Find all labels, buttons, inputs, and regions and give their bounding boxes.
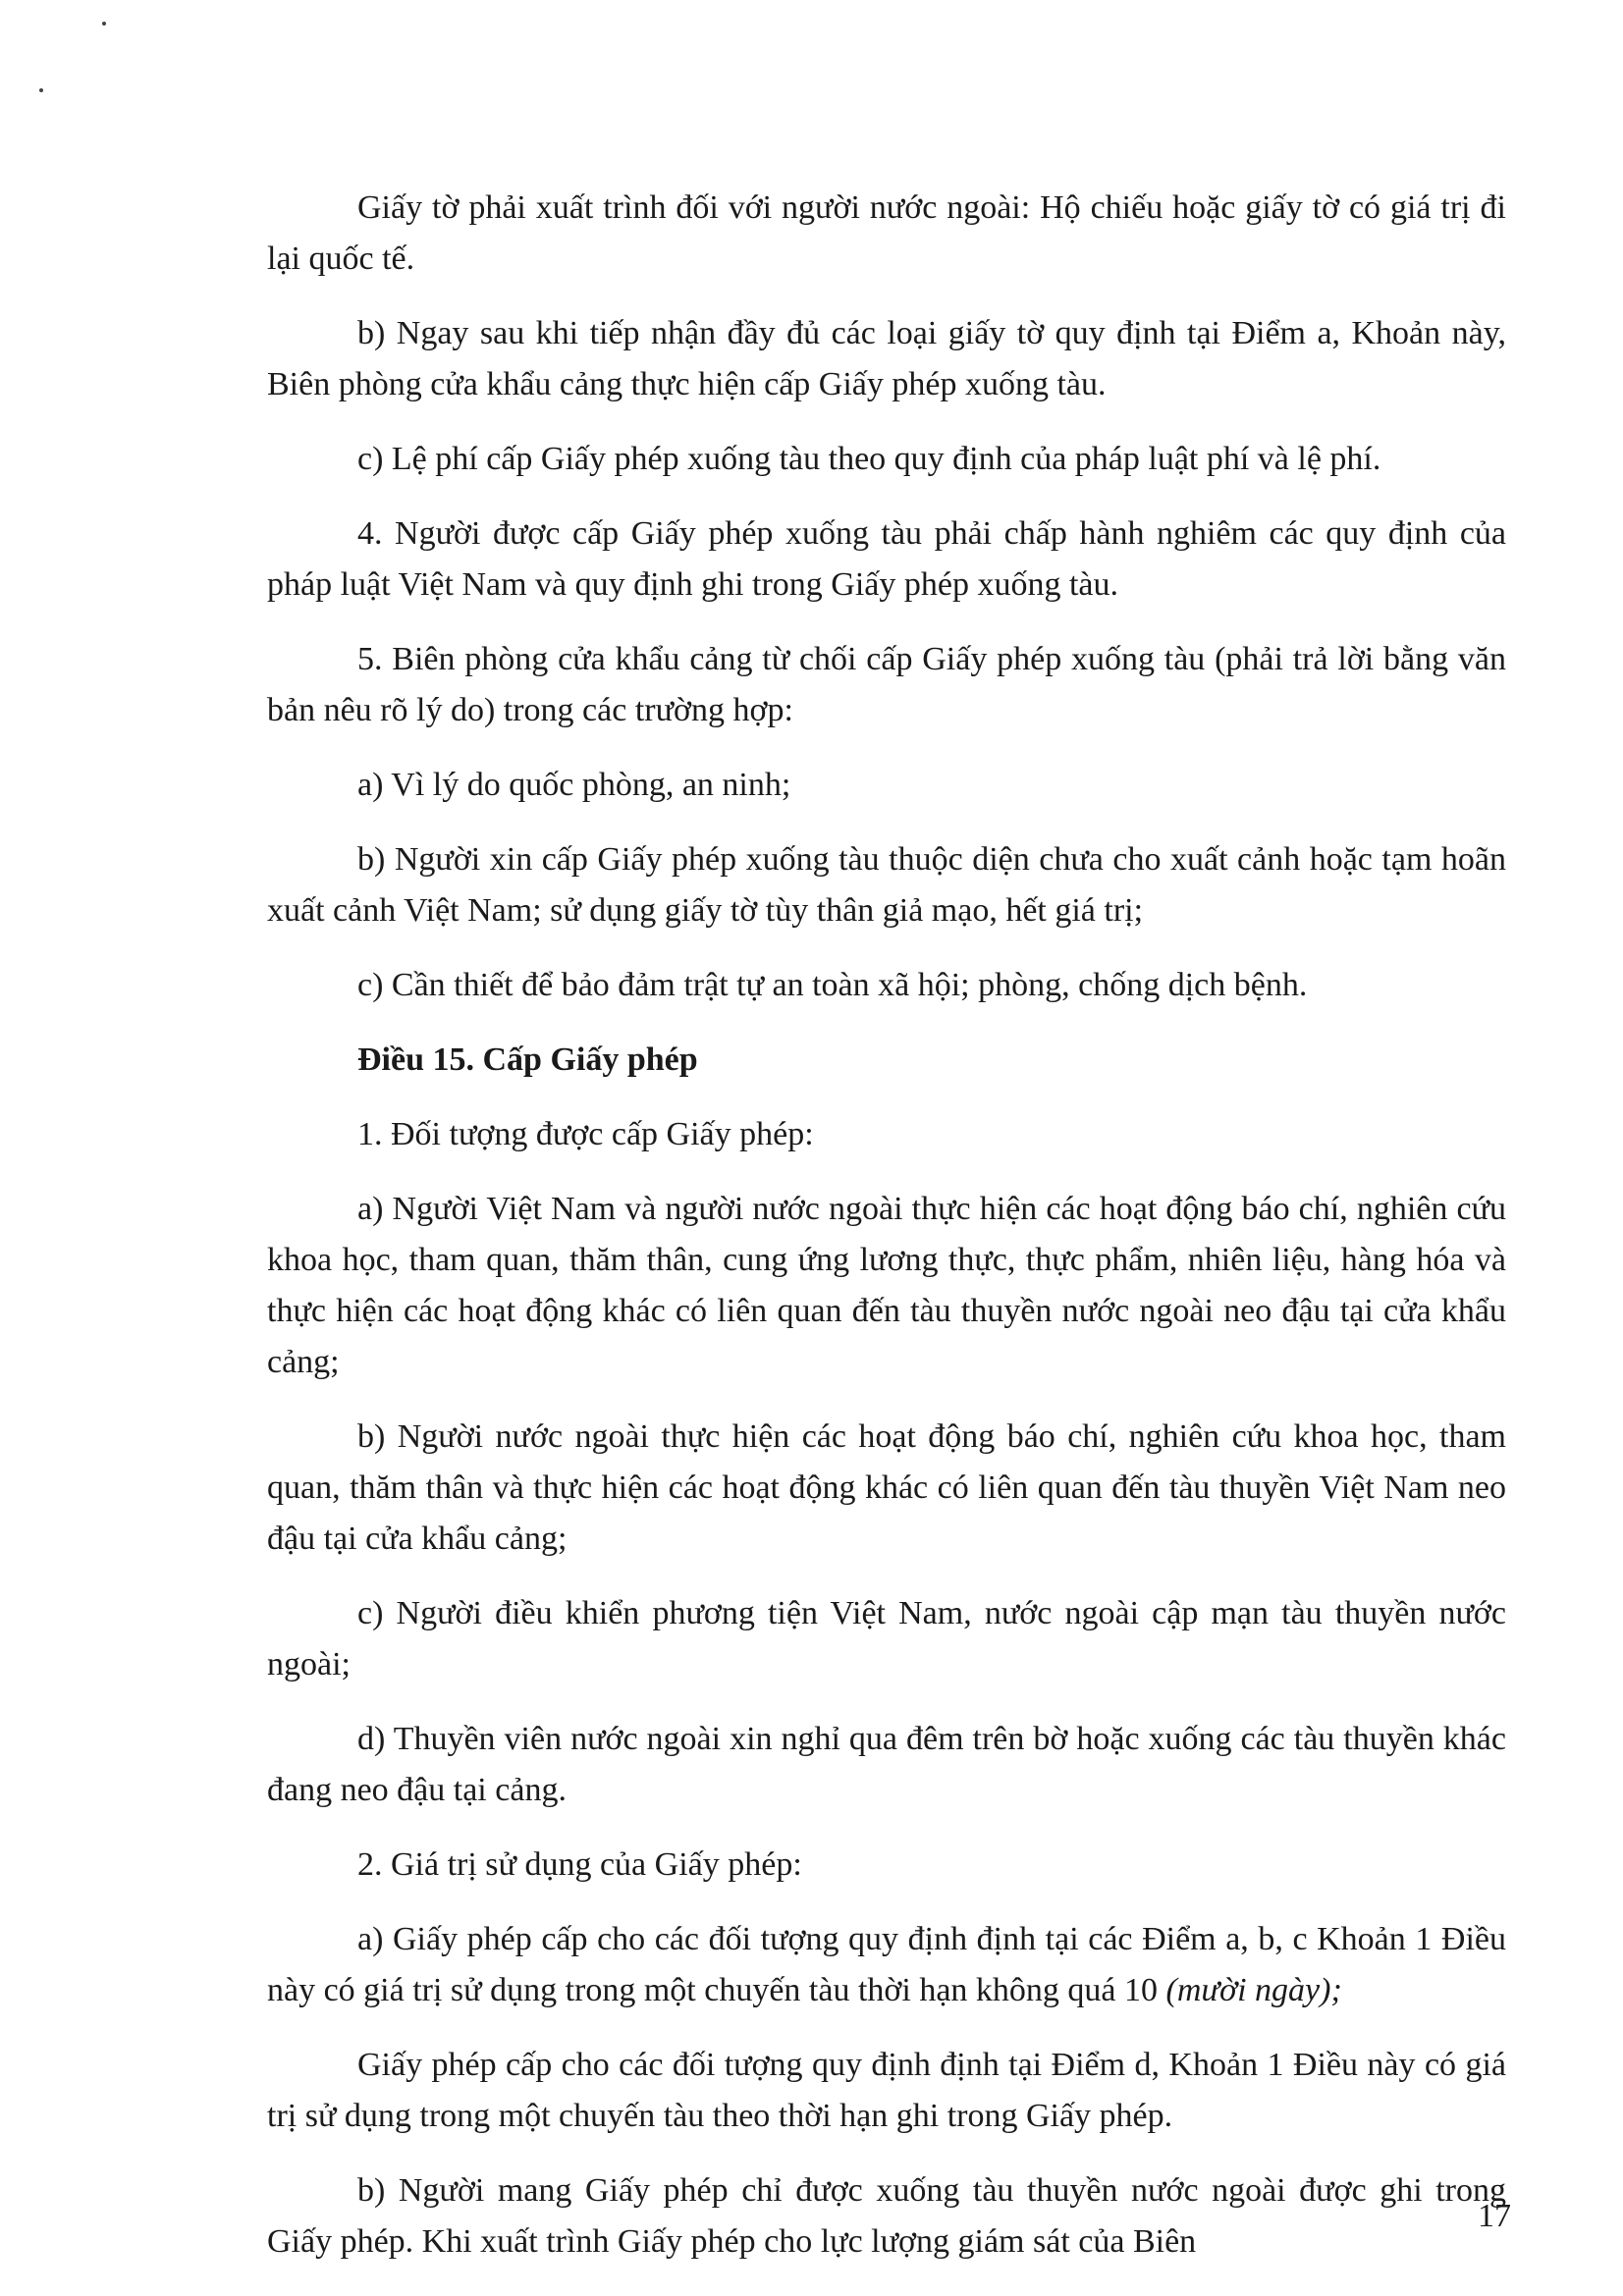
paragraph: 4. Người được cấp Giấy phép xuống tàu phải chấp hành nghiêm các quy định của pháp luật Việt Nam và quy định ghi trong Giấy phép xuống tàu. [267, 515, 1506, 603]
paragraph: b) Người nước ngoài thực hiện các hoạt động báo chí, nghiên cứu khoa học, tham quan, thăm thân và thực hiện các hoạt động khác có liên quan đến tàu thuyền Việt Nam neo đậu tại cửa khẩu cảng; [267, 1418, 1506, 1557]
paragraph-italic: (mười ngày); [1165, 1972, 1342, 2008]
paragraph: d) Thuyền viên nước ngoài xin nghỉ qua đêm trên bờ hoặc xuống các tàu thuyền khác đang neo đậu tại cảng. [267, 1721, 1506, 1808]
article-heading: Điều 15. Cấp Giấy phép [357, 1041, 698, 1078]
paragraph: 1. Đối tượng được cấp Giấy phép: [357, 1116, 814, 1152]
paragraph-text: a) Giấy phép cấp cho các đối tượng quy định định tại các Điểm a, b, c Khoản 1 Điều này có giá trị sử dụng trong một chuyến tàu thời hạn không quá 10 [267, 1921, 1506, 2008]
scan-speck [39, 88, 43, 92]
paragraph [267, 1914, 1506, 2016]
paragraph: Giấy phép cấp cho các đối tượng quy định định tại Điểm d, Khoản 1 Điều này có giá trị sử dụng trong một chuyến tàu theo thời hạn ghi trong Giấy phép. [267, 2047, 1506, 2134]
page-number: 17 [1478, 2198, 1511, 2234]
paragraph: Giấy tờ phải xuất trình đối với người nước ngoài: Hộ chiếu hoặc giấy tờ có giá trị đi lại quốc tế. [267, 189, 1506, 277]
paragraph: b) Ngay sau khi tiếp nhận đầy đủ các loại giấy tờ quy định tại Điểm a, Khoản này, Biên phòng cửa khẩu cảng thực hiện cấp Giấy phép xuống tàu. [267, 315, 1506, 402]
paragraph: c) Cần thiết để bảo đảm trật tự an toàn xã hội; phòng, chống dịch bệnh. [357, 967, 1308, 1003]
paragraph: 5. Biên phòng cửa khẩu cảng từ chối cấp Giấy phép xuống tàu (phải trả lời bằng văn bản nêu rõ lý do) trong các trường hợp: [267, 641, 1506, 728]
paragraph: b) Người mang Giấy phép chỉ được xuống tàu thuyền nước ngoài được ghi trong Giấy phép. Khi xuất trình Giấy phép cho lực lượng giám sát của Biên [267, 2172, 1506, 2260]
scan-speck [102, 22, 106, 26]
paragraph: 2. Giá trị sử dụng của Giấy phép: [357, 1846, 802, 1883]
paragraph: c) Lệ phí cấp Giấy phép xuống tàu theo quy định của pháp luật phí và lệ phí. [357, 441, 1381, 477]
paragraph: c) Người điều khiển phương tiện Việt Nam, nước ngoài cập mạn tàu thuyền nước ngoài; [267, 1595, 1506, 1682]
document-body [267, 183, 1506, 2291]
paragraph: b) Người xin cấp Giấy phép xuống tàu thuộc diện chưa cho xuất cảnh hoặc tạm hoãn xuất cảnh Việt Nam; sử dụng giấy tờ tùy thân giả mạo, hết giá trị; [267, 841, 1506, 929]
paragraph: a) Vì lý do quốc phòng, an ninh; [357, 767, 791, 803]
paragraph: a) Người Việt Nam và người nước ngoài thực hiện các hoạt động báo chí, nghiên cứu khoa học, tham quan, thăm thân, cung ứng lương thực, thực phẩm, nhiên liệu, hàng hóa và thực hiện các hoạt động khác có liên quan đến tàu thuyền nước ngoài neo đậu tại cửa khẩu cảng; [267, 1191, 1506, 1380]
